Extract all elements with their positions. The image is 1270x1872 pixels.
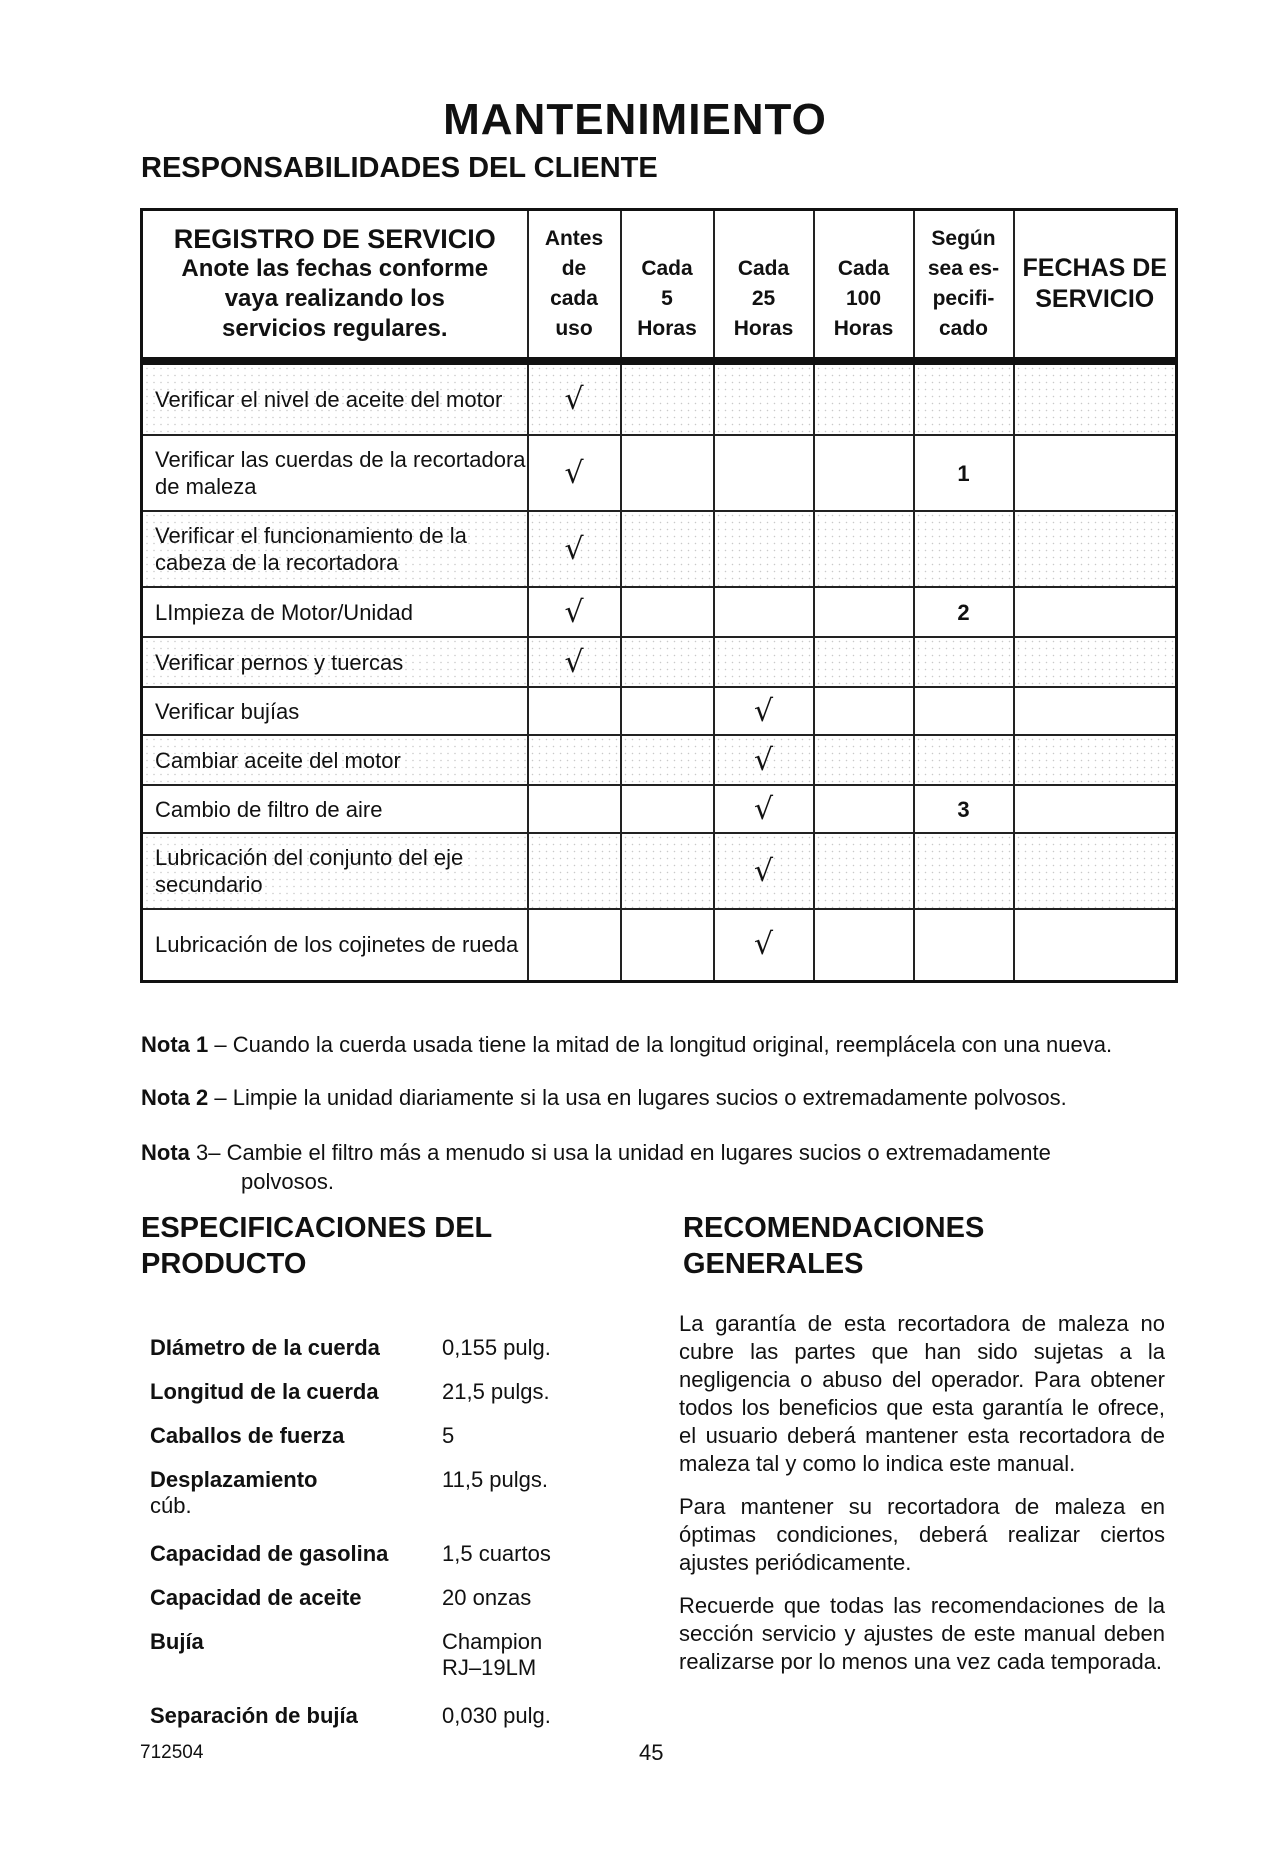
header-h100-l2: Cada <box>837 257 890 280</box>
note-2-text: – Limpie la unidad diariamente si la usa en lugares sucios o extremadamente polvosos. <box>208 1085 1067 1110</box>
spec-value-line1: Champion <box>442 1629 543 1654</box>
spec-label-continuation: cúb. <box>150 1493 192 1518</box>
check-antes: √ <box>528 511 621 587</box>
header-h5-l3: 5 <box>661 287 673 310</box>
spec-label: Separación de bujía <box>150 1703 358 1728</box>
note-ref-segun <box>914 687 1014 735</box>
spec-row <box>150 1541 590 1585</box>
table-row <box>142 361 1177 435</box>
rec-paragraph: La garantía de esta recortadora de maleza no cubre las partes que han sido sujetas a la negligencia o abuso del operador. Para obtener todos los beneficios que esta garantía le ofrece, el usuario deberá mantener esta recortadora de maleza tal y como lo indica este manual. <box>679 1311 1165 1476</box>
spec-row <box>150 1423 590 1467</box>
task-cell: Cambiar aceite del motor <box>142 735 528 785</box>
note-3-text: 3– Cambie el filtro más a menudo si usa la unidad en lugares sucios o extremadamente <box>189 1140 1051 1165</box>
check-antes: √ <box>528 361 621 435</box>
check-antes <box>528 785 621 833</box>
task-cell: LImpieza de Motor/Unidad <box>142 587 528 637</box>
check-h5 <box>621 735 714 785</box>
header-main-line1: REGISTRO DE SERVICIO <box>173 224 496 254</box>
header-antes-l3: cada <box>550 287 598 310</box>
header-h100-l3: 100 <box>845 287 882 310</box>
header-h5-l1 <box>622 224 713 254</box>
header-fechas-servicio <box>1014 210 1177 362</box>
header-segun-l3: pecifi- <box>932 287 995 310</box>
check-h100 <box>814 687 914 735</box>
header-h25-l3: 25 <box>751 287 776 310</box>
header-antes-l1: Antes <box>544 227 604 250</box>
specs-list <box>150 1335 590 1747</box>
recommendations-text <box>679 1310 1165 1691</box>
header-antes-l2: de <box>561 257 587 280</box>
spec-value-line2: RJ–19LM <box>442 1655 537 1680</box>
note-2 <box>141 1084 1067 1112</box>
header-h100-l1 <box>815 224 913 254</box>
check-antes: √ <box>528 435 621 511</box>
service-date-cell[interactable] <box>1014 735 1177 785</box>
spec-value <box>442 1629 542 1681</box>
service-record-table <box>140 208 1178 983</box>
header-main-line4: servicios regulares. <box>222 315 448 342</box>
spec-row <box>150 1379 590 1423</box>
spec-label: Bujía <box>150 1629 204 1654</box>
check-h25: √ <box>714 833 814 909</box>
check-h100 <box>814 361 914 435</box>
check-antes: √ <box>528 637 621 687</box>
check-h25 <box>714 637 814 687</box>
header-segun-l4: cado <box>938 317 988 340</box>
task-cell: Verificar el nivel de aceite del motor <box>142 361 528 435</box>
note-3 <box>141 1139 1051 1167</box>
check-antes: √ <box>528 587 621 637</box>
service-date-cell[interactable] <box>1014 785 1177 833</box>
spec-row <box>150 1467 590 1541</box>
document-code: 712504 <box>140 1742 204 1763</box>
page-number: 45 <box>639 1740 664 1765</box>
check-h100 <box>814 833 914 909</box>
page-title: MANTENIMIENTO <box>443 95 827 144</box>
check-h25 <box>714 361 814 435</box>
check-h5 <box>621 833 714 909</box>
header-segun <box>914 210 1014 362</box>
spec-row <box>150 1585 590 1629</box>
check-h100 <box>814 587 914 637</box>
note-ref-segun <box>914 511 1014 587</box>
note-ref-segun <box>914 361 1014 435</box>
header-h25-l4: Horas <box>733 317 794 340</box>
check-h5 <box>621 637 714 687</box>
table-row <box>142 637 1177 687</box>
note-1 <box>141 1031 1112 1059</box>
spec-label: Caballos de fuerza <box>150 1423 345 1448</box>
header-dates-l1: FECHAS DE <box>1022 254 1167 282</box>
service-date-cell[interactable] <box>1014 833 1177 909</box>
note-ref-segun <box>914 637 1014 687</box>
table-row <box>142 587 1177 637</box>
table-row <box>142 735 1177 785</box>
header-segun-l1: Según <box>931 227 996 250</box>
section-subtitle: RESPONSABILIDADES DEL CLIENTE <box>141 152 658 184</box>
spec-label: Capacidad de gasolina <box>150 1541 389 1566</box>
check-h100 <box>814 511 914 587</box>
spec-row <box>150 1335 590 1379</box>
spec-label: Longitud de la cuerda <box>150 1379 379 1404</box>
check-h25: √ <box>714 785 814 833</box>
note-ref-segun: 2 <box>914 587 1014 637</box>
check-h5 <box>621 909 714 981</box>
header-service-record <box>142 210 528 362</box>
spec-label: DIámetro de la cuerda <box>150 1335 380 1360</box>
table-row <box>142 435 1177 511</box>
task-cell: Lubricación del conjunto del eje secundario <box>142 833 528 909</box>
header-main-line3: vaya realizando los <box>224 285 445 312</box>
task-cell: Verificar pernos y tuercas <box>142 637 528 687</box>
service-date-cell[interactable] <box>1014 435 1177 511</box>
check-h5 <box>621 361 714 435</box>
header-h25-l2: Cada <box>737 257 790 280</box>
spec-label: Desplazamiento <box>150 1467 318 1492</box>
note-ref-segun <box>914 909 1014 981</box>
header-antes <box>528 210 621 362</box>
check-h100 <box>814 735 914 785</box>
header-main-line2: Anote las fechas conforme <box>181 255 489 282</box>
spec-value: 0,155 pulg. <box>442 1335 551 1360</box>
check-h100 <box>814 785 914 833</box>
task-cell: Verificar bujías <box>142 687 528 735</box>
task-cell: Verificar el funcionamiento de la cabeza de la recortadora <box>142 511 528 587</box>
check-h25: √ <box>714 909 814 981</box>
header-cada-5 <box>621 210 714 362</box>
spec-value: 0,030 pulg. <box>442 1703 551 1728</box>
note-ref-segun <box>914 833 1014 909</box>
note-ref-segun <box>914 735 1014 785</box>
note-ref-segun: 1 <box>914 435 1014 511</box>
check-h25 <box>714 435 814 511</box>
check-h25: √ <box>714 687 814 735</box>
service-date-cell[interactable] <box>1014 587 1177 637</box>
rec-heading-line1: RECOMENDACIONES <box>683 1212 985 1244</box>
service-date-cell[interactable] <box>1014 909 1177 981</box>
service-date-cell[interactable] <box>1014 361 1177 435</box>
check-antes <box>528 687 621 735</box>
check-h100 <box>814 637 914 687</box>
header-segun-l2: sea es- <box>927 257 1000 280</box>
header-h100-l4: Horas <box>833 317 894 340</box>
check-antes <box>528 909 621 981</box>
header-h25-l1 <box>715 224 813 254</box>
task-cell: Lubricación de los cojinetes de rueda <box>142 909 528 981</box>
task-cell: Cambio de filtro de aire <box>142 785 528 833</box>
service-date-cell[interactable] <box>1014 511 1177 587</box>
service-date-cell[interactable] <box>1014 637 1177 687</box>
service-date-cell[interactable] <box>1014 687 1177 735</box>
table-row <box>142 833 1177 909</box>
note-3-label: Nota <box>141 1140 190 1165</box>
table-row <box>142 909 1177 981</box>
check-h25 <box>714 587 814 637</box>
note-1-text: – Cuando la cuerda usada tiene la mitad de la longitud original, reemplácela con una nueva. <box>208 1032 1113 1057</box>
check-h25 <box>714 511 814 587</box>
check-h5 <box>621 511 714 587</box>
rec-paragraph: Para mantener su recortadora de maleza en óptimas condiciones, deberá realizar ciertos ajustes periódicamente. <box>679 1494 1165 1575</box>
recommendations-heading <box>683 1210 984 1282</box>
spec-row <box>150 1703 590 1747</box>
header-h5-l2: Cada <box>641 257 693 280</box>
specs-heading-line1: ESPECIFICACIONES DEL <box>141 1212 493 1244</box>
header-cada-25 <box>714 210 814 362</box>
table-row <box>142 687 1177 735</box>
table-row <box>142 511 1177 587</box>
rec-paragraph: Recuerde que todas las recomendaciones de la sección servicio y ajustes de este manual deben realizarse por lo menos una vez cada temporada. <box>679 1593 1165 1674</box>
header-antes-l4: uso <box>555 317 593 340</box>
check-h25: √ <box>714 735 814 785</box>
check-h5 <box>621 687 714 735</box>
spec-value: 11,5 pulgs. <box>442 1467 549 1492</box>
note-ref-segun: 3 <box>914 785 1014 833</box>
task-cell: Verificar las cuerdas de la recortadora de maleza <box>142 435 528 511</box>
check-antes <box>528 833 621 909</box>
check-h100 <box>814 435 914 511</box>
specs-heading-line2: PRODUCTO <box>141 1248 307 1280</box>
check-h100 <box>814 909 914 981</box>
table-row <box>142 785 1177 833</box>
header-dates-l2: SERVICIO <box>1035 285 1155 313</box>
spec-label: Capacidad de aceite <box>150 1585 362 1610</box>
note-2-label: Nota 2 <box>141 1085 209 1110</box>
table-header-row <box>142 210 1177 362</box>
check-antes <box>528 735 621 785</box>
header-h5-l4: Horas <box>637 317 697 340</box>
check-h5 <box>621 785 714 833</box>
note-3-continuation: polvosos. <box>241 1169 334 1194</box>
spec-value: 5 <box>442 1423 455 1448</box>
header-cada-100 <box>814 210 914 362</box>
rec-heading-line2: GENERALES <box>683 1248 864 1280</box>
specs-heading <box>141 1210 492 1282</box>
spec-row <box>150 1629 590 1703</box>
check-h5 <box>621 587 714 637</box>
spec-value: 20 onzas <box>442 1585 532 1610</box>
note-1-label: Nota 1 <box>141 1032 209 1057</box>
spec-value: 21,5 pulgs. <box>442 1379 550 1404</box>
spec-value: 1,5 cuartos <box>442 1541 551 1566</box>
check-h5 <box>621 435 714 511</box>
